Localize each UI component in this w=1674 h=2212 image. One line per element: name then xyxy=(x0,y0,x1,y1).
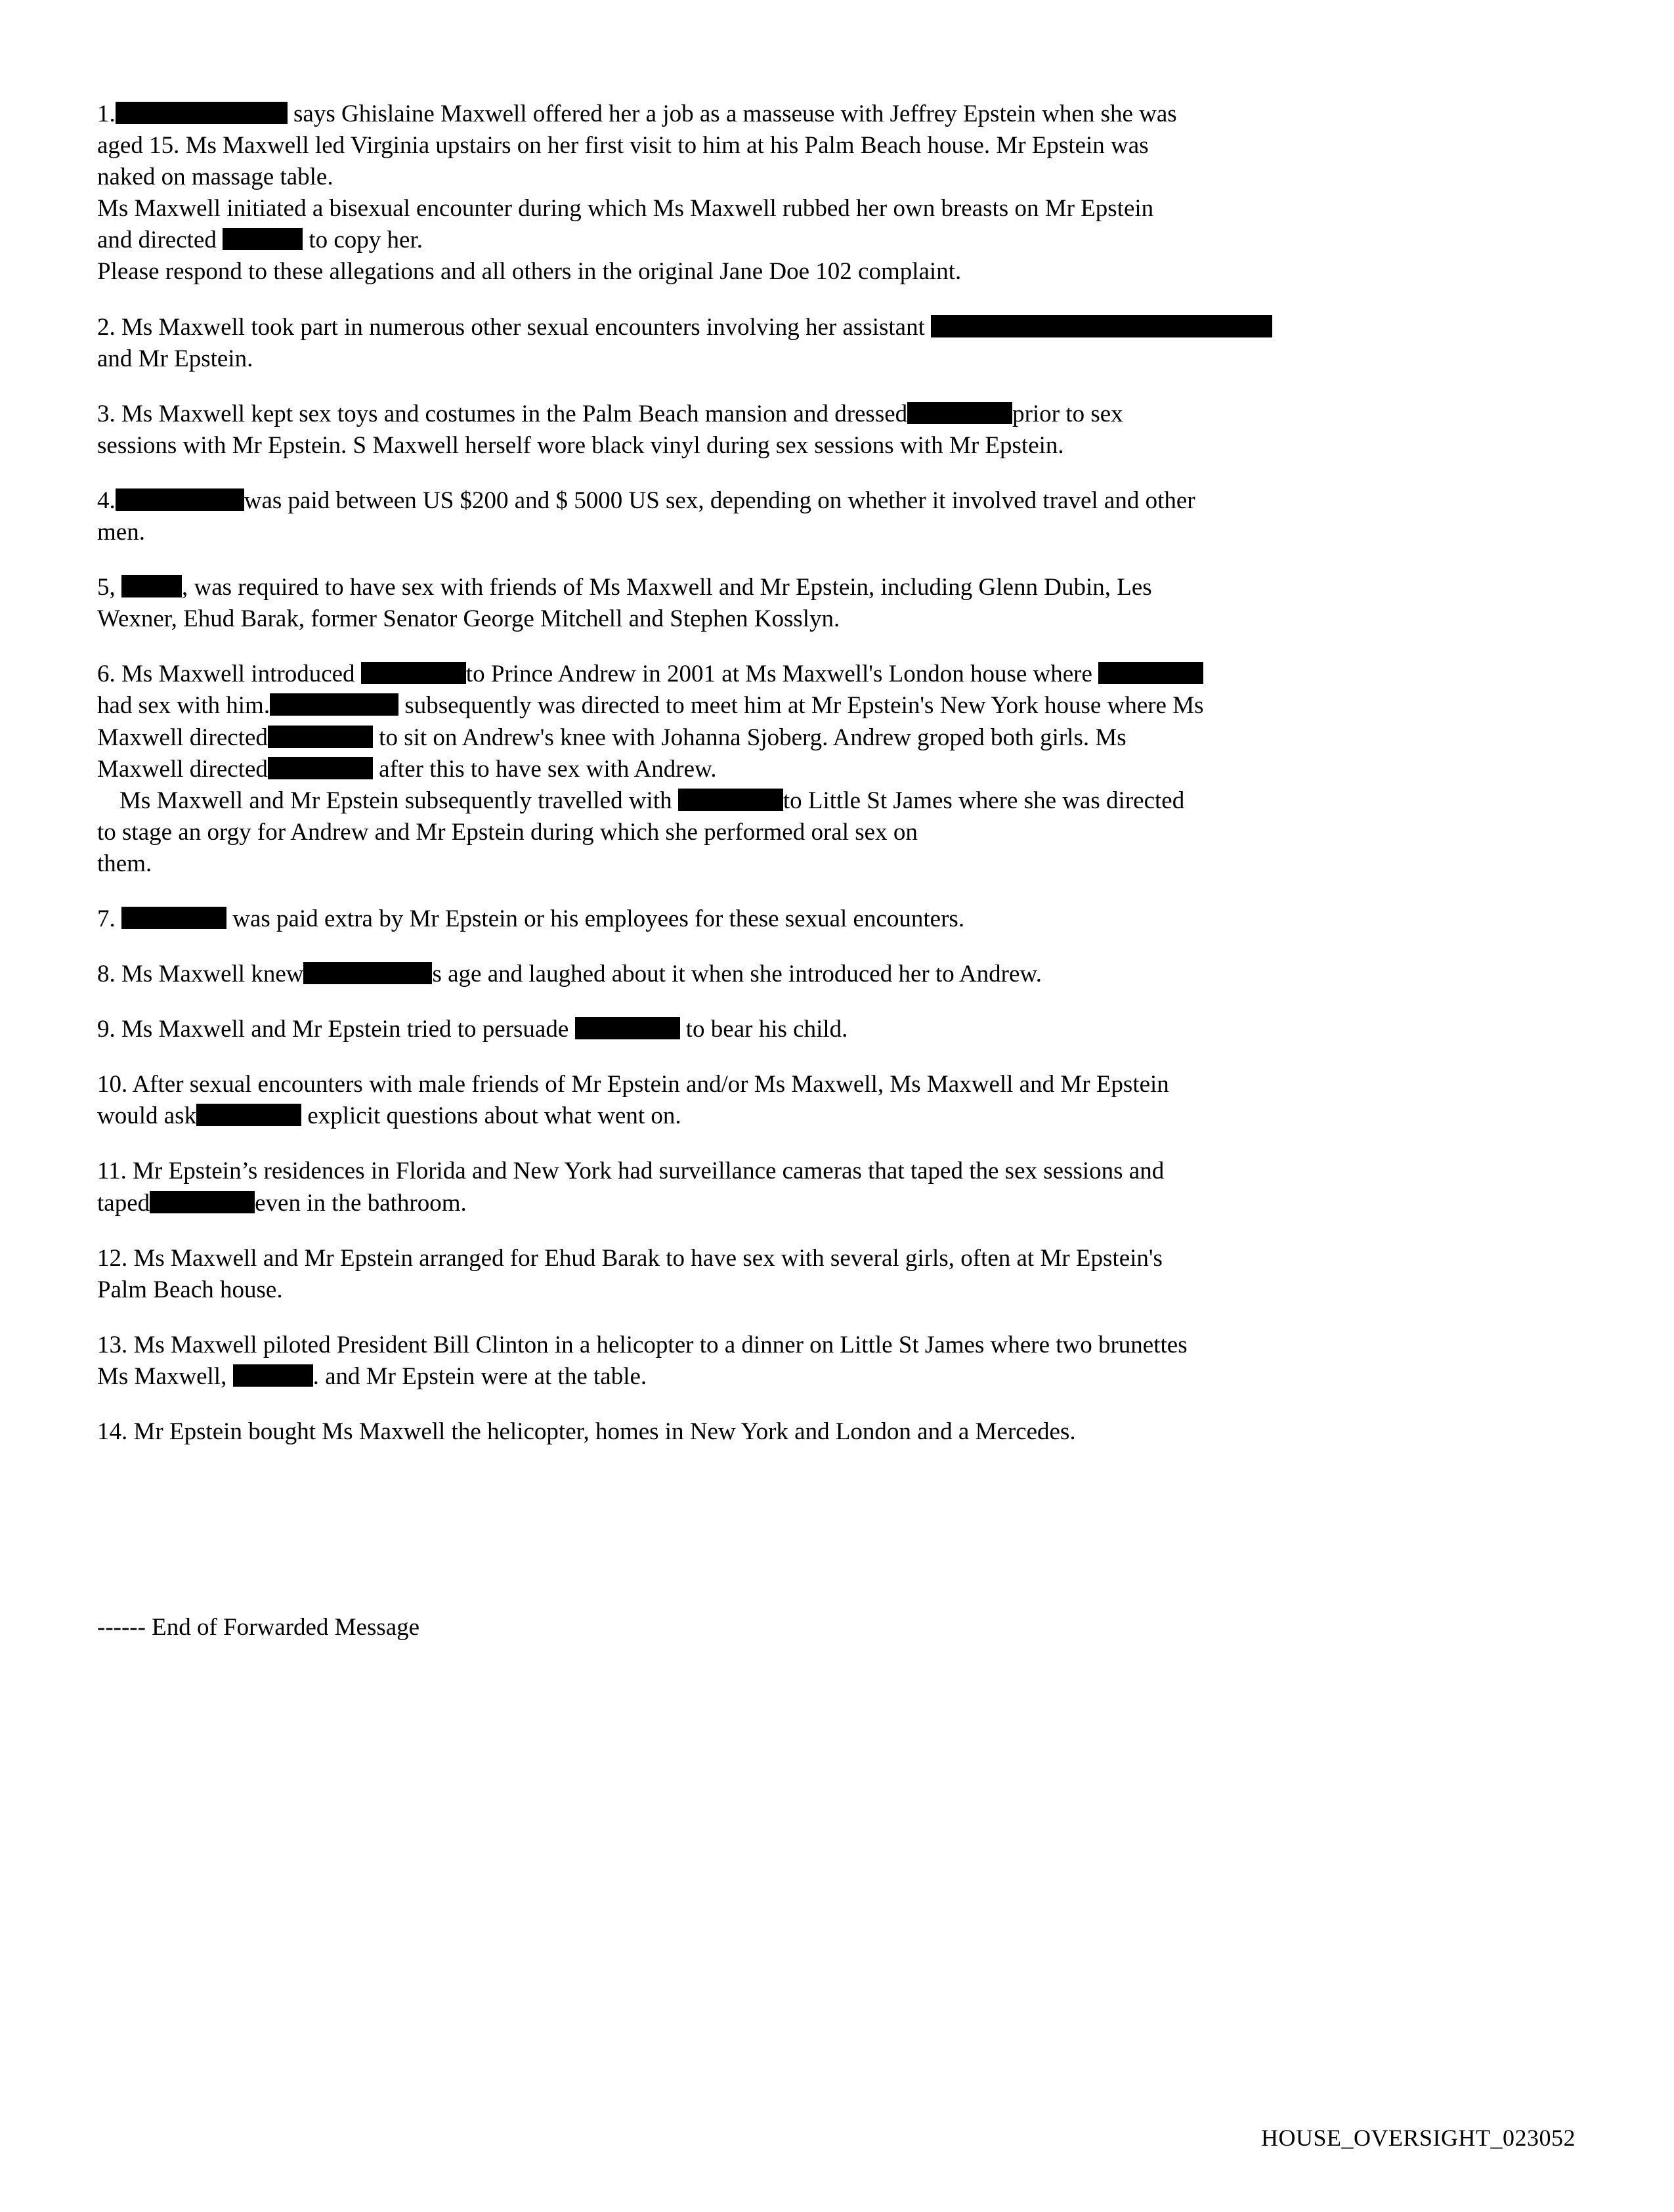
text-line xyxy=(97,130,1569,162)
text-line xyxy=(97,1100,1569,1132)
line-text: had sex with him. xyxy=(97,692,270,720)
paragraph-item-2 xyxy=(97,312,1569,375)
line-text: Maxwell directed xyxy=(97,755,268,783)
line-text: and Mr Epstein. xyxy=(97,345,253,372)
line-text: to sit on Andrew's knee with Johanna Sjoberg. Andrew groped both girls. Ms xyxy=(372,724,1127,751)
line-text: was paid extra by Mr Epstein or his employees for these sexual encounters. xyxy=(226,905,965,932)
line-text: 8. Ms Maxwell knew xyxy=(97,961,304,988)
redaction-block xyxy=(1098,662,1203,684)
line-text: after this to have sex with Andrew. xyxy=(372,755,717,783)
paragraph-item-12 xyxy=(97,1243,1569,1306)
redaction-block xyxy=(931,315,1272,337)
line-text: s age and laughed about it when she introduced her to Andrew. xyxy=(432,961,1042,988)
redaction-block xyxy=(303,962,432,984)
text-line xyxy=(97,959,1569,990)
paragraph-item-14 xyxy=(97,1416,1569,1448)
paragraph-item-5 xyxy=(97,572,1569,635)
redaction-block xyxy=(233,1364,313,1387)
document-body xyxy=(97,98,1569,1643)
paragraph-item-7 xyxy=(97,903,1569,935)
text-line xyxy=(97,162,1569,193)
line-text: 13. Ms Maxwell piloted President Bill Clinton in a helicopter to a dinner on Little St James where two brunettes xyxy=(97,1331,1188,1358)
text-line xyxy=(97,690,1569,722)
line-text: Wexner, Ehud Barak, former Senator George Mitchell and Stephen Kosslyn. xyxy=(97,605,840,633)
line-text: Ms Maxwell initiated a bisexual encounter during which Ms Maxwell rubbed her own breasts on Mr Epstein xyxy=(97,195,1154,223)
text-line xyxy=(97,517,1569,548)
line-text: to bear his child. xyxy=(679,1016,848,1043)
paragraph-item-1 xyxy=(97,98,1569,288)
line-text: 9. Ms Maxwell and Mr Epstein tried to persuade xyxy=(97,1016,575,1043)
text-line xyxy=(97,1361,1569,1393)
paragraph-item-11 xyxy=(97,1156,1569,1219)
text-line xyxy=(97,98,1569,130)
text-line xyxy=(97,817,1569,848)
text-line xyxy=(97,1014,1569,1045)
text-line xyxy=(97,1188,1569,1219)
text-line xyxy=(97,1330,1569,1361)
redaction-block xyxy=(116,102,288,124)
paragraph-item-4 xyxy=(97,485,1569,548)
text-line xyxy=(97,343,1569,375)
redaction-block xyxy=(907,402,1012,424)
line-text: naked on massage table. xyxy=(97,163,333,191)
text-line xyxy=(97,193,1569,225)
text-line xyxy=(97,1156,1569,1187)
text-line xyxy=(97,722,1569,754)
redaction-block xyxy=(121,575,182,597)
line-text: explicit questions about what went on. xyxy=(301,1102,681,1130)
paragraph-item-9 xyxy=(97,1014,1569,1045)
text-line xyxy=(97,659,1569,690)
line-text: . and Mr Epstein were at the table. xyxy=(312,1362,647,1390)
text-line xyxy=(97,754,1569,785)
line-text: 10. After sexual encounters with male friends of Mr Epstein and/or Ms Maxwell, Ms Maxwell and Mr Epstein xyxy=(97,1071,1169,1098)
redaction-block xyxy=(223,228,303,250)
redaction-block xyxy=(196,1104,301,1126)
paragraph-item-10 xyxy=(97,1069,1569,1132)
line-text: 11. Mr Epstein’s residences in Florida and New York had surveillance cameras that taped the sex sessions and xyxy=(97,1158,1165,1185)
text-line xyxy=(97,572,1569,603)
line-text: Ms Maxwell and Mr Epstein subsequently travelled with xyxy=(119,787,678,814)
line-text: 3. Ms Maxwell kept sex toys and costumes in the Palm Beach mansion and dressed xyxy=(97,400,908,427)
text-line xyxy=(97,430,1569,462)
paragraph-item-3 xyxy=(97,399,1569,462)
line-text: 6. Ms Maxwell introduced xyxy=(97,661,361,688)
line-text: Please respond to these allegations and all others in the original Jane Doe 102 complaint. xyxy=(97,258,962,286)
redaction-block xyxy=(270,693,398,716)
line-text: them. xyxy=(97,850,152,877)
line-text: sessions with Mr Epstein. S Maxwell herself wore black vinyl during sex sessions with Mr Epstein. xyxy=(97,431,1064,459)
line-text: Maxwell directed xyxy=(97,724,268,751)
text-line xyxy=(97,256,1569,288)
redaction-block xyxy=(116,488,244,511)
line-text: and directed xyxy=(97,227,223,254)
line-text: 12. Ms Maxwell and Mr Epstein arranged for Ehud Barak to have sex with several girls, often at Mr Epstein's xyxy=(97,1244,1163,1272)
line-text: 14. Mr Epstein bought Ms Maxwell the helicopter, homes in New York and London and a Mercedes. xyxy=(97,1418,1076,1445)
line-text: was paid between US $200 and $ 5000 US sex, depending on whether it involved travel and other xyxy=(244,487,1195,514)
redaction-block xyxy=(678,789,783,811)
line-text: says Ghislaine Maxwell offered her a job as a masseuse with Jeffrey Epstein when she was xyxy=(287,100,1177,127)
redaction-block xyxy=(121,907,226,929)
text-line xyxy=(97,1069,1569,1100)
line-text: to Prince Andrew in 2001 at Ms Maxwell's London house where xyxy=(465,661,1099,688)
text-line xyxy=(97,603,1569,635)
paragraph-item-6 xyxy=(97,659,1569,880)
text-line xyxy=(97,903,1569,935)
line-text: Ms Maxwell, xyxy=(97,1362,233,1390)
paragraph-item-13 xyxy=(97,1330,1569,1393)
line-text: aged 15. Ms Maxwell led Virginia upstairs on her first visit to him at his Palm Beach house. Mr Epstein was xyxy=(97,132,1149,160)
text-line xyxy=(97,1416,1569,1448)
redaction-block xyxy=(268,757,373,779)
text-line xyxy=(97,225,1569,256)
line-text: to Little St James where she was directed xyxy=(783,787,1185,814)
line-text: Palm Beach house. xyxy=(97,1276,283,1303)
text-line xyxy=(97,399,1569,430)
paragraph-item-8 xyxy=(97,959,1569,990)
line-text: to copy her. xyxy=(303,227,423,254)
text-line xyxy=(97,1243,1569,1274)
redaction-block xyxy=(575,1017,680,1039)
line-text: prior to sex xyxy=(1012,400,1123,427)
bates-stamp: HOUSE_OVERSIGHT_023052 xyxy=(1261,2125,1576,2151)
line-text: 5, xyxy=(97,574,121,601)
line-text: subsequently was directed to meet him at Mr Epstein's New York house where Ms xyxy=(398,692,1204,720)
line-text: would ask xyxy=(97,1102,197,1130)
line-text: taped xyxy=(97,1189,150,1217)
text-line xyxy=(97,785,1569,817)
end-of-forwarded-message: ------ End of Forwarded Message xyxy=(97,1614,420,1641)
text-line xyxy=(97,485,1569,517)
line-text: , was required to have sex with friends of Ms Maxwell and Mr Epstein, including Glenn Dubin, Les xyxy=(182,574,1152,601)
line-text: to stage an orgy for Andrew and Mr Epstein during which she performed oral sex on xyxy=(97,818,918,846)
line-text: even in the bathroom. xyxy=(255,1189,467,1217)
redaction-block xyxy=(361,662,466,684)
redaction-block xyxy=(150,1191,255,1213)
line-text: 2. Ms Maxwell took part in numerous other sexual encounters involving her assistant xyxy=(97,313,932,341)
line-text: 4. xyxy=(97,487,116,514)
text-line xyxy=(97,312,1569,343)
line-text: 7. xyxy=(97,905,121,932)
line-text: men. xyxy=(97,519,145,546)
line-text: 1. xyxy=(97,100,116,127)
text-line xyxy=(97,848,1569,880)
text-line xyxy=(97,1274,1569,1306)
redaction-block xyxy=(268,726,373,748)
